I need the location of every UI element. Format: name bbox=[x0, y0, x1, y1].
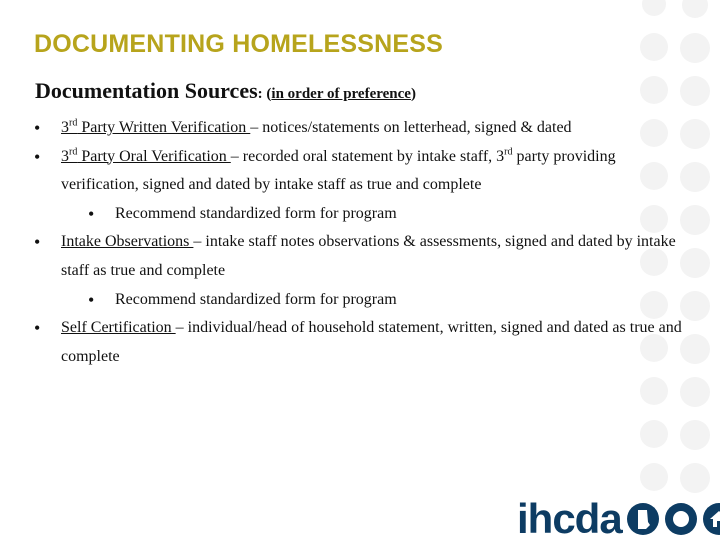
sub-item-recommend-form: • Recommend standardized form for program bbox=[34, 200, 694, 229]
bullet-icon: • bbox=[34, 232, 41, 253]
list-item-oral-verification: • 3rd Party Oral Verification – recorded oral statement by intake staff, 3rd party providing verification, signed and dated by intake staff as true and complete bbox=[34, 143, 694, 200]
bullet-icon: • bbox=[88, 289, 95, 310]
heading-paren-close: ) bbox=[410, 86, 416, 102]
circle-icon bbox=[664, 502, 698, 536]
logo-text: ihcda bbox=[517, 495, 622, 542]
bullet-icon: • bbox=[34, 318, 41, 339]
section-heading bbox=[35, 78, 416, 104]
list-item-written-verification: • 3rd Party Written Verification – notices/statements on letterhead, signed & dated bbox=[34, 114, 694, 143]
sources-list bbox=[34, 114, 694, 371]
indiana-state-icon bbox=[626, 502, 660, 536]
bullet-icon: • bbox=[34, 146, 41, 167]
heading-colon: : bbox=[257, 86, 267, 102]
slide-title: DOCUMENTING HOMELESSNESS bbox=[34, 30, 443, 58]
heading-note: in order of preference bbox=[271, 86, 411, 102]
heading-main: Documentation Sources bbox=[35, 78, 258, 103]
list-item-intake-observations: • Intake Observations – intake staff notes observations & assessments, signed and dated by intake staff as true and complete bbox=[34, 228, 694, 285]
ihcda-logo bbox=[517, 497, 720, 541]
heading-paren-open: ( bbox=[266, 86, 272, 102]
bullet-icon: • bbox=[88, 203, 95, 224]
list-item-self-certification: • Self Certification – individual/head of household statement, written, signed and dated as true and complete bbox=[34, 314, 694, 371]
sub-item-recommend-form: • Recommend standardized form for program bbox=[34, 286, 694, 315]
house-icon bbox=[702, 502, 720, 536]
bullet-icon: • bbox=[34, 118, 41, 138]
